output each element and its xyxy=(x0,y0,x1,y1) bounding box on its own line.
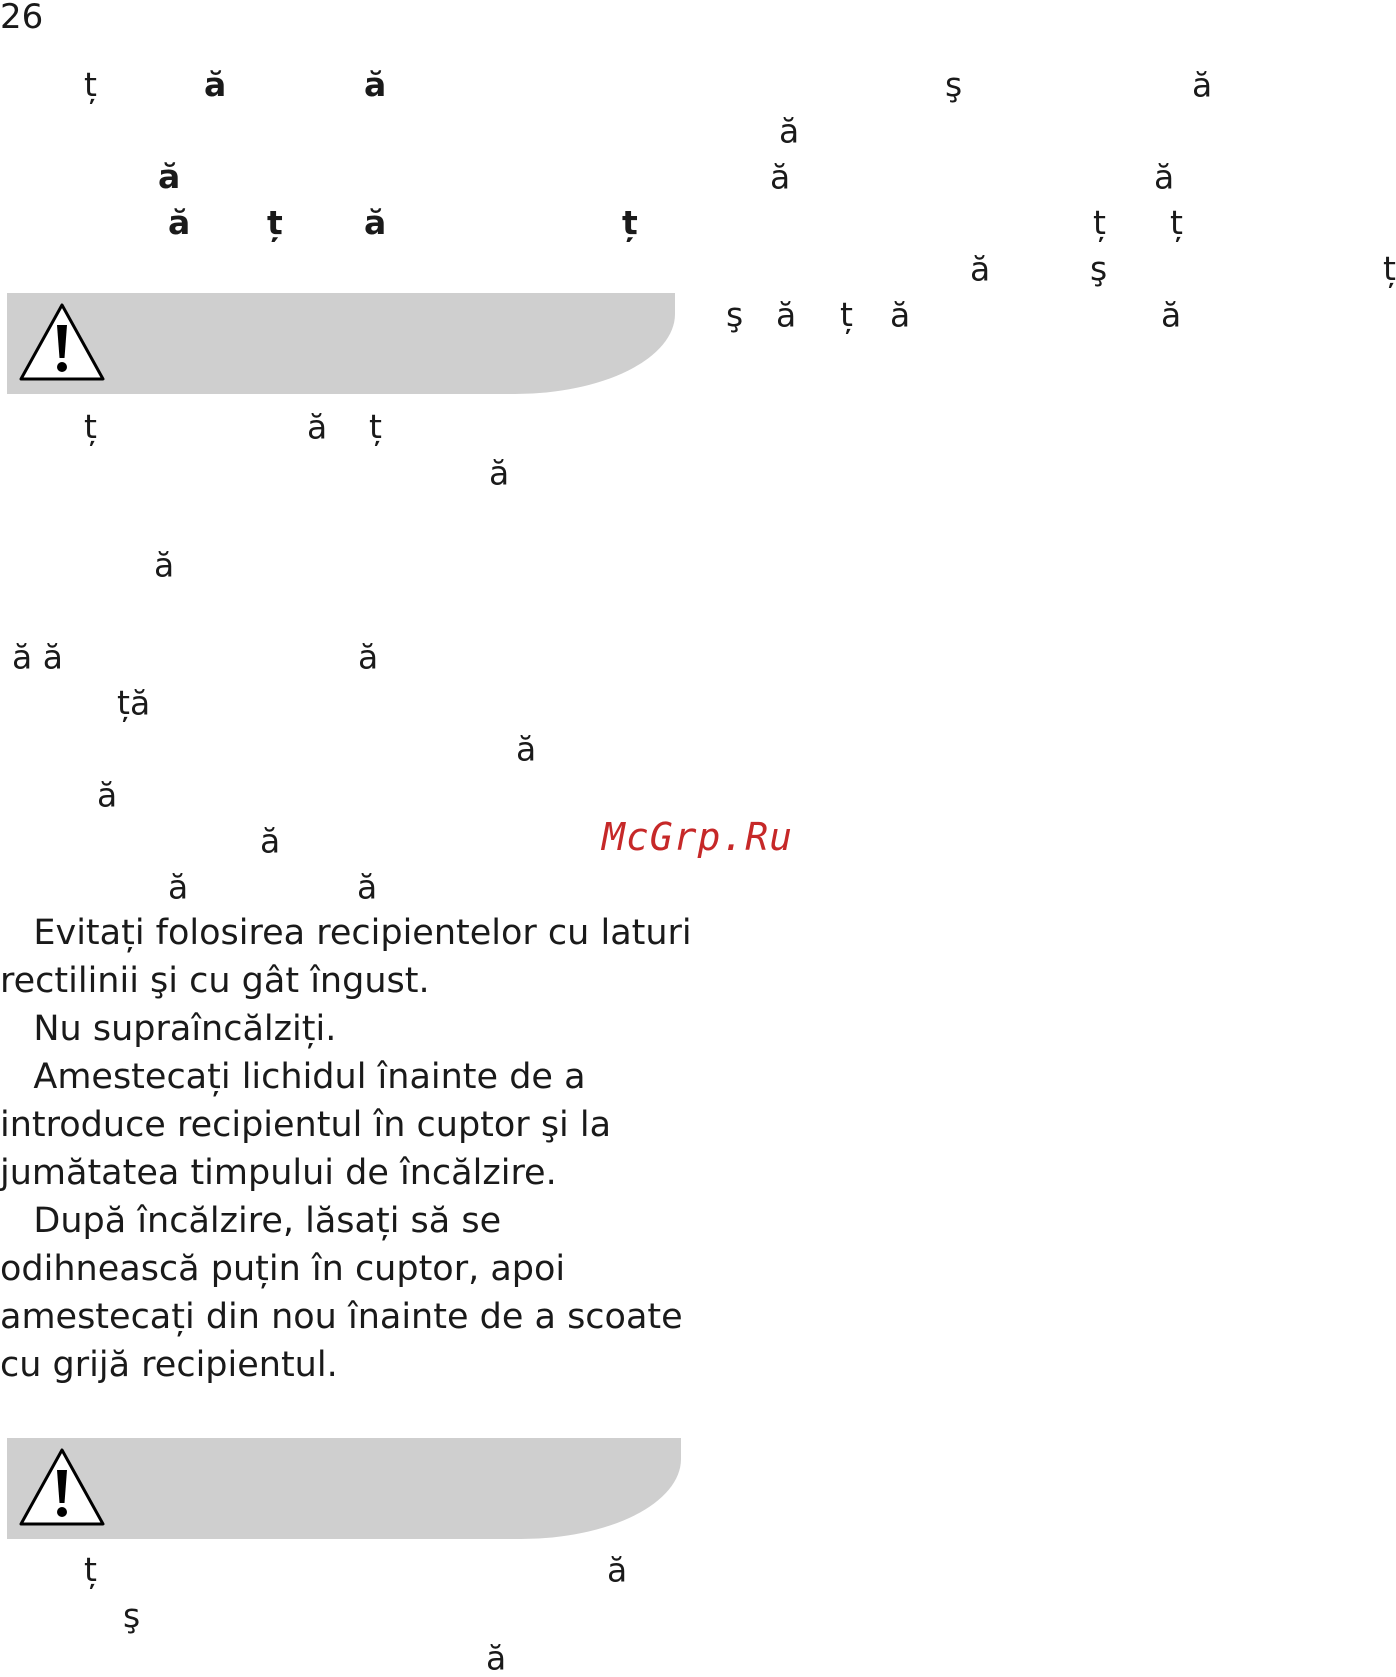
glyph: ş xyxy=(1090,249,1108,288)
glyph: ă xyxy=(97,775,118,814)
glyph: ă ă xyxy=(12,637,63,676)
glyph: ă xyxy=(770,157,791,196)
glyph: ț xyxy=(84,1550,97,1589)
glyph: ă xyxy=(1154,157,1175,196)
paragraph-line: odihnească puțin în cuptor, apoi xyxy=(0,1249,566,1289)
warning-triangle-icon xyxy=(17,300,107,384)
glyph: ă xyxy=(307,407,328,446)
paragraph-line: jumătatea timpului de încălzire. xyxy=(0,1153,557,1193)
page-number: 26 xyxy=(0,0,44,37)
paragraph-line: amestecați din nou înainte de a scoate xyxy=(0,1297,683,1337)
glyph: ț xyxy=(84,407,97,446)
glyph: ț xyxy=(622,203,638,242)
glyph: ă xyxy=(779,111,800,150)
glyph: ă xyxy=(890,295,911,334)
paragraph-line: Nu supraîncălziți. xyxy=(0,1009,337,1049)
paragraph-line: Evitați folosirea recipientelor cu laturi xyxy=(0,913,692,953)
glyph: ț xyxy=(369,407,382,446)
glyph: ț xyxy=(1383,249,1396,288)
glyph: ț xyxy=(840,295,853,334)
glyph: ă xyxy=(358,637,379,676)
glyph: ă xyxy=(776,295,797,334)
glyph: ă xyxy=(607,1550,628,1589)
paragraph-line: rectilinii şi cu gât îngust. xyxy=(0,961,430,1001)
paragraph-line: Amestecați lichidul înainte de a xyxy=(0,1057,586,1097)
glyph: ă xyxy=(970,249,991,288)
glyph: ş xyxy=(726,295,744,334)
glyph: ă xyxy=(1192,65,1213,104)
glyph: ă xyxy=(158,157,181,196)
glyph: ă xyxy=(357,867,378,906)
glyph: ță xyxy=(117,683,151,722)
glyph: ț xyxy=(267,203,283,242)
glyph: ş xyxy=(945,65,963,104)
paragraph-line: cu grijă recipientul. xyxy=(0,1345,338,1385)
warning-band xyxy=(7,293,675,394)
glyph: ț xyxy=(1093,203,1106,242)
warning-band xyxy=(7,1438,681,1539)
watermark: McGrp.Ru xyxy=(602,815,794,859)
glyph: ă xyxy=(168,867,189,906)
paragraph-line: introduce recipientul în cuptor şi la xyxy=(0,1105,612,1145)
glyph: ă xyxy=(204,65,227,104)
glyph: ă xyxy=(364,203,387,242)
paragraph-line: După încălzire, lăsați să se xyxy=(0,1201,502,1241)
glyph: ă xyxy=(516,729,537,768)
glyph: ă xyxy=(260,821,281,860)
glyph: ă xyxy=(364,65,387,104)
glyph: ă xyxy=(154,545,175,584)
glyph: ă xyxy=(489,453,510,492)
glyph: ş xyxy=(123,1596,141,1635)
glyph: ț xyxy=(1170,203,1183,242)
glyph: ă xyxy=(486,1638,507,1677)
warning-triangle-icon xyxy=(17,1445,107,1529)
glyph: ț xyxy=(84,65,97,104)
glyph: ă xyxy=(1161,295,1182,334)
glyph: ă xyxy=(168,203,191,242)
